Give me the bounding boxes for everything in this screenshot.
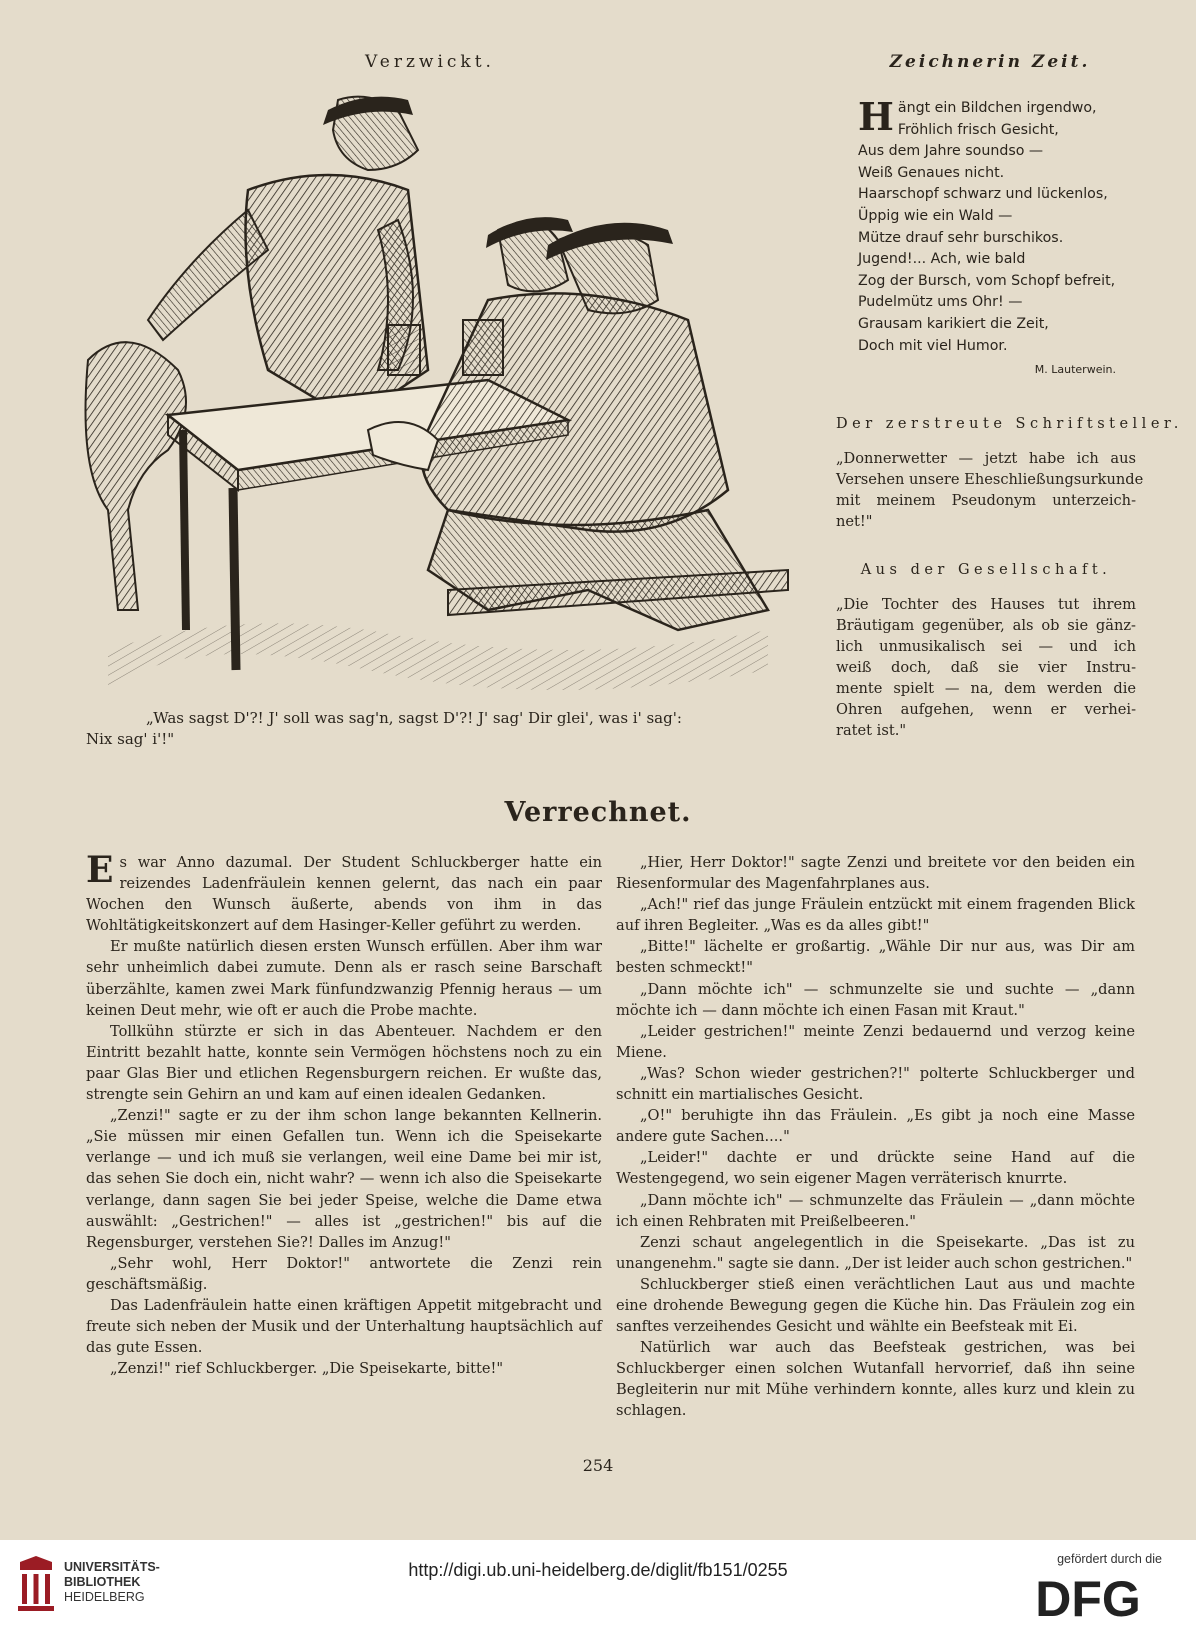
paragraph-text: s war Anno dazumal. Der Student Schluckberger hatte ein reizendes Ladenfräulein kennen gelernt, das nach ein paar Wochen den Wunsch äußerte, abends von ihm in das Wohltätigkeitskonzert auf dem Hasinger-Keller geführt zu werden. (86, 854, 602, 935)
cartoon-title: Verzwickt. (365, 52, 495, 72)
dfg-logo-icon[interactable] (1014, 1574, 1162, 1620)
poem-line: Fröhlich frisch Gesicht, (897, 121, 1059, 138)
story-paragraph: Das Ladenfräulein hatte einen kräftigen Appetit mitgebracht und freute sich neben der Musik und der Unterhaltung hauptsächlich auf das gute Essen. (86, 1296, 602, 1357)
viewer-footer (0, 1540, 1196, 1626)
story-paragraph: „Sehr wohl, Herr Doktor!" antwortete die Zenzi rein geschäftsmäßig. (86, 1254, 602, 1293)
story-paragraph: Natürlich war auch das Beefsteak gestrichen, was bei Schluckberger einen solchen Wutanfall hervorrief, daß ihn seine Begleiterin nur mit Mühe verhindern konnte, alles kurz und klein zu schlagen. (616, 1339, 1135, 1420)
poem-dropcap: H (858, 94, 894, 139)
story-column-right (616, 852, 1135, 1422)
permalink-url[interactable]: http://digi.ub.uni-heidelberg.de/diglit/fb151/0255 (408, 1560, 788, 1580)
schriftsteller-title: Der zerstreute Schriftsteller. (836, 416, 1183, 432)
schriftsteller-text (836, 448, 1144, 532)
cartoon-illustration (68, 70, 808, 718)
story-paragraph: „Dann möchte ich" — schmunzelte sie und suchte — „dann möchte ich — dann möchte ich einen Fasan mit Kraut." (616, 980, 1135, 1019)
text-line: „Donnerwetter — jetzt habe ich aus (836, 450, 1136, 467)
story-paragraph: „Zenzi!" rief Schluckberger. „Die Speisekarte, bitte!" (110, 1360, 504, 1378)
gesellschaft-title: Aus der Gesellschaft. (860, 562, 1112, 578)
page-number: 254 (582, 1456, 614, 1475)
story-paragraph: „Leider!" dachte er und drückte seine Hand auf die Westengegend, wo sein eigener Magen verräterisch knurrte. (616, 1149, 1135, 1188)
story-paragraph (86, 849, 602, 936)
text-line: lich unmusikalisch sei — und ich (836, 638, 1136, 655)
poem-title: Zeichnerin Zeit. (889, 52, 1091, 72)
story-dropcap: E (86, 849, 114, 891)
story-paragraph: Er mußte natürlich diesen ersten Wunsch erfüllen. Aber ihm war sehr unheimlich dabei zumute. Denn als er rasch seine Barschaft überzählte, kamen zwei Mark fünfundzwanzig Pfennig heraus — um keinen Deut mehr, wie oft er auch die Probe machte. (86, 938, 602, 1019)
text-line: Ohren aufgehen, wenn er verhei- (836, 701, 1136, 718)
caption-line: „Was sagst D'?! J' soll was sag'n, sagst D'?! J' sag' Dir glei', was i' sag': (146, 709, 682, 727)
text-line: ratet ist." (836, 722, 907, 739)
story-paragraph: „Ach!" rief das junge Fräulein entzückt mit einem fragenden Blick auf ihren Begleiter. „Was es da alles gibt!" (616, 896, 1135, 935)
story-paragraph: „Bitte!" lächelte er großartig. „Wähle Dir nur aus, was Dir am besten schmeckt!" (616, 938, 1135, 977)
text-line: mente spielt — na, dem werden die (836, 680, 1136, 697)
poem-line: Grausam karikiert die Zeit, (858, 315, 1049, 332)
text-line: net!" (836, 513, 873, 530)
poem-line: Haarschopf schwarz und lückenlos, (858, 186, 1108, 203)
story-paragraph: Schluckberger stieß einen verächtlichen Laut aus und machte eine drohende Bewegung gegen die Küche hin. Das Fräulein zog ein sanftes verzeihendes Gesicht und wählte ein Beefsteak mit Ei. (616, 1275, 1135, 1336)
library-name-line: UNIVERSITÄTS- (64, 1560, 160, 1574)
poem-line: ängt ein Bildchen irgendwo, (897, 100, 1097, 116)
story-paragraph: „Dann möchte ich" — schmunzelte das Fräulein — „dann möchte ich einen Rehbraten mit Preißelbeeren." (616, 1191, 1135, 1230)
story-paragraph: Zenzi schaut angelegentlich in die Speisekarte. „Das ist zu unangenehm." sagte sie dann. „Der ist leider auch schon gestrichen." (616, 1233, 1135, 1272)
poem-line: Mütze drauf sehr burschikos. (858, 229, 1064, 246)
text-line: „Die Tochter des Hauses tut ihrem (836, 596, 1136, 613)
story-title: Verrechnet. (504, 797, 692, 828)
poem-line: Pudelmütz ums Ohr! — (858, 294, 1023, 311)
text-line: Versehen unsere Eheschließungsurkunde (836, 471, 1144, 488)
caption-line: Nix sag' i'!" (86, 730, 175, 748)
cartoon-caption (86, 708, 826, 750)
poem-line: Weiß Genaues nicht. (858, 164, 1005, 181)
story-paragraph: „Zenzi!" sagte er zu der ihm schon lange bekannten Kellnerin. „Sie müssen mir einen Gefallen tun. Wenn ich die Speisekarte verlange — und ich muß sie verlangen, weil eine Dame bei mir ist, das sehen Sie doch ein, nicht wahr? — wenn ich also die Speisekarte verlange, dann sagen Sie bei jeder Speise, welche die Dame etwa auswählt: „Gestrichen!" — alles ist „gestrichen!" bis auf die Regensburger, verstehen Sie?! Dalles im Anzug!" (86, 1107, 602, 1251)
gesellschaft-text (836, 594, 1136, 741)
story-paragraph: „Leider gestrichen!" meinte Zenzi bedauernd und verzog keine Miene. (616, 1022, 1135, 1061)
poem-line: Aus dem Jahre soundso — (858, 143, 1044, 160)
poem-line: Üppig wie ein Wald — (858, 207, 1013, 224)
poem-line: Jugend!... Ach, wie bald (858, 251, 1026, 268)
text-line: weiß doch, daß sie vier Instru- (836, 659, 1136, 676)
poem-line: Doch mit viel Humor. (858, 337, 1008, 354)
dfg-logo-text: DFG (1035, 1574, 1141, 1620)
story-paragraph: Tollkühn stürzte er sich in das Abenteuer. Nachdem er den Eintritt bezahlt hatte, konnte sein Vermögen höchstens noch zu ein paar Glas Bier und etlichen Regensburgern reichen. Er wußte das, strengte sein Gehirn an und kam auf einen idealen Gedanken. (86, 1022, 602, 1104)
library-name-line: HEIDELBERG (64, 1590, 145, 1604)
story-paragraph: „O!" beruhigte ihn das Fräulein. „Es gibt ja noch eine Masse andere gute Sachen...." (616, 1107, 1135, 1146)
text-line: Bräutigam gegenüber, als ob sie gänz- (836, 617, 1136, 634)
funding-label: gefördert durch die (1057, 1552, 1162, 1566)
poem-line: Zog der Bursch, vom Schopf befreit, (858, 272, 1116, 289)
library-name-line: BIBLIOTHEK (64, 1575, 141, 1589)
story-paragraph: „Hier, Herr Doktor!" sagte Zenzi und breitete vor den beiden ein Riesenformular des Magenfahrplanes aus. (616, 854, 1135, 893)
story-column-left (86, 849, 602, 1379)
text-line: mit meinem Pseudonym unterzeich- (836, 492, 1136, 509)
poem-author: M. Lauterwein. (1034, 363, 1116, 377)
poem (858, 94, 1138, 381)
story-paragraph: „Was? Schon wieder gestrichen?!" polterte Schluckberger und schnitt ein martialisches Gesicht. (616, 1064, 1135, 1104)
